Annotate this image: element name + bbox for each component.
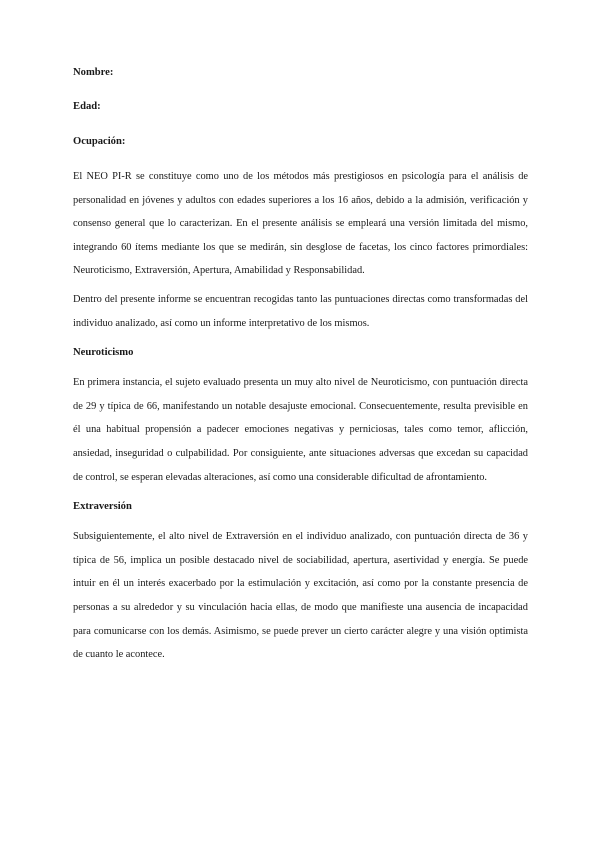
summary-paragraph: Dentro del presente informe se encuentran recogidas tanto las puntuaciones directas como transformadas del individuo analizado, así como un informe interpretativo de los mismos. xyxy=(73,293,528,329)
document-page xyxy=(73,66,528,667)
intro-paragraph: El NEO PI-R se constituye como uno de los métodos más prestigiosos en psicología para el análisis de personalidad en jóvenes y adultos con edades superiores a los 16 años, debido a la admisión, verificación y consenso general que lo caracterizan. En el presente análisis se empleará una versión limitada del mismo, integrando 60 ítems mediante los que se medirán, sin desglose de facetas, los cinco factores primordiales: Neuroticismo, Extraversión, Apertura, Amabilidad y Responsabilidad. xyxy=(73,171,528,277)
extraversion-paragraph: Subsiguientemente, el alto nivel de Extraversión en el individuo analizado, con puntuación directa de 36 y típica de 56, implica un posible destacado nivel de sociabilidad, apertura, asertividad y energía. Se puede intuir en él un interés exacerbado por la estimulación y excitación, así como por la constante presencia de personas a su alrededor y su vinculación hacia ellas, de modo que manifieste una ausencia de incapacidad para comunicarse con los demás. Asimismo, se puede prever un cierto carácter alegre y una visión optimista de cuanto le acontece. xyxy=(73,531,528,661)
neuroticismo-heading: Neuroticismo xyxy=(73,347,134,359)
nombre-label: Nombre: xyxy=(73,67,114,78)
neuroticismo-paragraph: En primera instancia, el sujeto evaluado presenta un muy alto nivel de Neuroticismo, con puntuación directa de 29 y típica de 66, manifestando un notable desajuste emocional. Consecuentemente, resulta previsible en él una habitual propensión a padecer emociones negativas y perniciosas, tales como temor, aflicción, ansiedad, inseguridad o culpabilidad. Por consiguiente, ante situaciones adversas que excedan su capacidad de control, se esperan elevadas alteraciones, así como una considerable dificultad de afrontamiento. xyxy=(73,377,528,483)
edad-label: Edad: xyxy=(73,101,101,112)
ocupacion-label: Ocupación: xyxy=(73,136,126,147)
extraversion-heading: Extraversión xyxy=(73,501,132,513)
